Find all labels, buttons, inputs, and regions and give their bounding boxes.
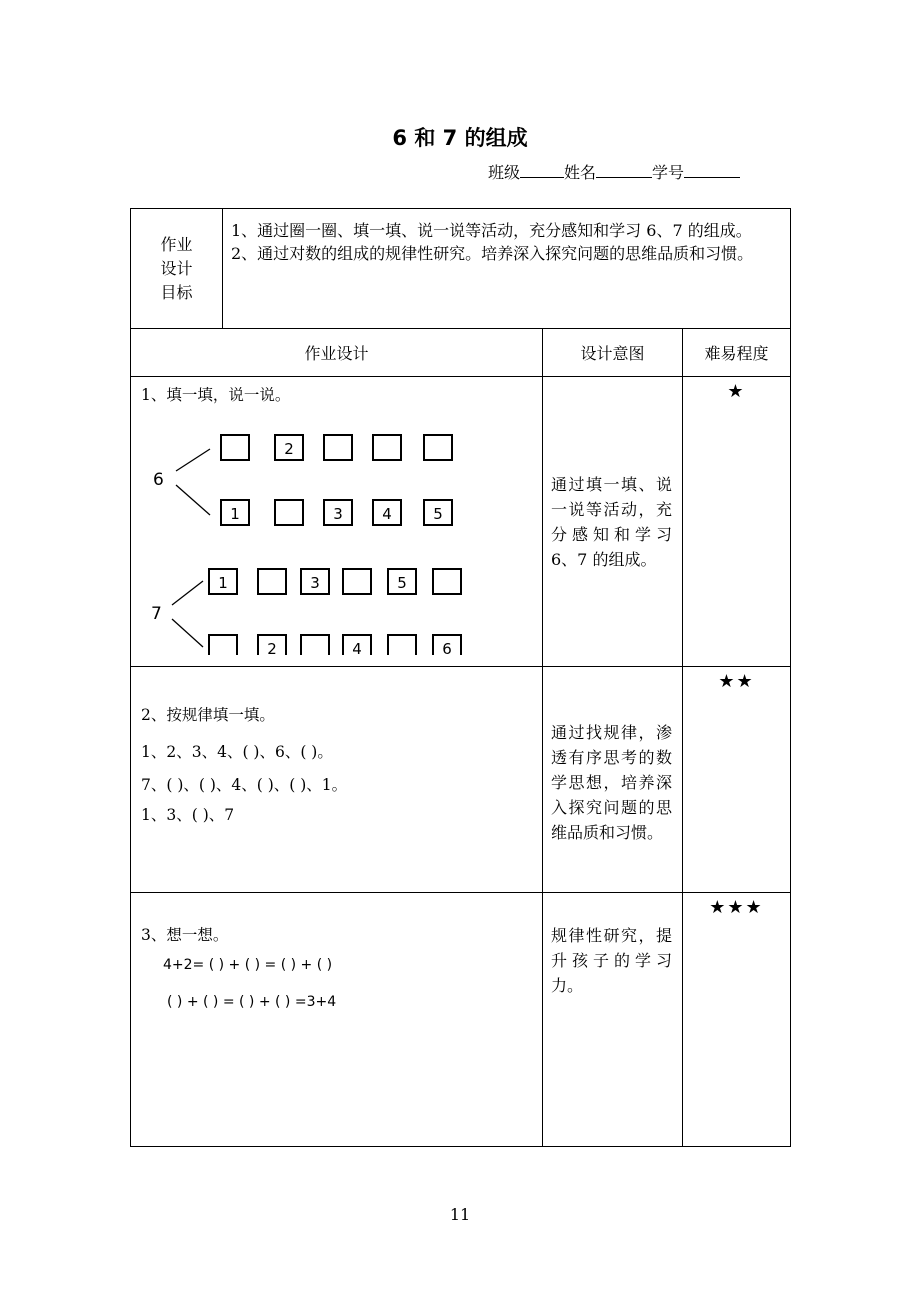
answer-box[interactable]	[301, 635, 329, 655]
question-row-1	[131, 377, 791, 667]
diagram-number-7: 7	[151, 604, 162, 624]
answer-box[interactable]	[388, 635, 416, 655]
answer-box[interactable]	[373, 435, 401, 460]
branch-line	[176, 449, 210, 471]
goals-label-line: 设计	[160, 258, 193, 278]
goals-row	[131, 209, 791, 329]
name-blank[interactable]	[596, 163, 652, 178]
class-blank[interactable]	[520, 163, 564, 178]
question-cell-3	[131, 893, 543, 1147]
question-row-3	[131, 893, 791, 1147]
box-number: 1	[230, 505, 240, 523]
box-number: 2	[284, 440, 294, 458]
answer-box[interactable]	[258, 569, 286, 594]
box-number: 4	[382, 505, 392, 523]
student-id-blank[interactable]	[684, 163, 740, 178]
homework-table	[130, 208, 791, 1147]
question-title: 1、填一填，说一说。	[141, 386, 291, 404]
box-number: 4	[352, 640, 362, 655]
box-number: 6	[442, 640, 452, 655]
intent-cell-2: 通过找规律，渗透有序思考的数学思想，培养深入探究问题的思维品质和习惯。	[543, 667, 683, 893]
difficulty-cell-3: ★★★	[683, 893, 791, 1147]
equation-line: 4+2= ( ) + ( ) = ( ) + ( )	[163, 957, 333, 973]
seven-bottom-boxes	[209, 635, 461, 655]
answer-box[interactable]	[209, 635, 237, 655]
branch-line	[172, 619, 203, 647]
goals-label-cell	[131, 209, 223, 329]
box-number: 3	[333, 505, 343, 523]
question-title: 3、想一想。	[141, 926, 229, 944]
question-cell-2	[131, 667, 543, 893]
sequence-line: 1、2、3、4、( )、6、( )。	[141, 743, 333, 761]
page-number: 11	[449, 1205, 471, 1224]
answer-box[interactable]	[221, 435, 249, 460]
answer-box[interactable]	[433, 569, 461, 594]
difficulty-cell-1: ★	[683, 377, 791, 667]
intent-cell-1: 通过填一填、说一说等活动，充分感知和学习 6、7 的组成。	[543, 377, 683, 667]
box-number: 5	[433, 505, 443, 523]
box-number: 5	[397, 574, 407, 592]
goals-label-line: 作业	[160, 234, 193, 254]
box-number: 2	[267, 640, 277, 655]
page-title: 6 和 7 的组成	[392, 126, 528, 150]
sequence-line: 7、( )、( )、4、( )、( )、1。	[141, 776, 348, 794]
seven-top-boxes	[209, 569, 461, 594]
answer-box[interactable]	[324, 435, 352, 460]
sequence-line: 1、3、( )、7	[141, 806, 235, 824]
class-label: 班级	[488, 163, 521, 182]
number-composition-diagram	[141, 405, 531, 655]
name-label: 姓名	[564, 163, 597, 182]
diagram-number-6: 6	[153, 470, 164, 490]
box-number: 3	[310, 574, 320, 592]
six-top-boxes	[221, 435, 452, 460]
branch-line	[172, 581, 203, 605]
header-design: 作业设计	[131, 329, 543, 377]
intent-cell-3: 规律性研究，提升孩子的学习力。	[543, 893, 683, 1147]
question-row-2	[131, 667, 791, 893]
goals-label-line: 目标	[160, 282, 193, 302]
goal-item: 1、通过圈一圈、填一填、说一说等活动，充分感知和学习 6、7 的组成。	[231, 221, 752, 240]
answer-box[interactable]	[424, 435, 452, 460]
question-cell-1	[131, 377, 543, 667]
header-difficulty: 难易程度	[683, 329, 791, 377]
header-intent: 设计意图	[543, 329, 683, 377]
six-bottom-boxes	[221, 500, 452, 525]
header-row	[131, 329, 791, 377]
goals-text-cell	[223, 209, 791, 329]
answer-box[interactable]	[275, 500, 303, 525]
student-id-label: 学号	[652, 163, 685, 182]
question-title: 2、按规律填一填。	[141, 706, 275, 724]
goal-item: 2、通过对数的组成的规律性研究。培养深入探究问题的思维品质和习惯。	[231, 244, 754, 263]
student-info-line	[488, 160, 740, 183]
equation-line: ( ) + ( ) = ( ) + ( ) =3+4	[167, 994, 337, 1010]
difficulty-cell-2: ★★	[683, 667, 791, 893]
answer-box[interactable]	[343, 569, 371, 594]
box-number: 1	[218, 574, 228, 592]
branch-line	[176, 485, 210, 515]
